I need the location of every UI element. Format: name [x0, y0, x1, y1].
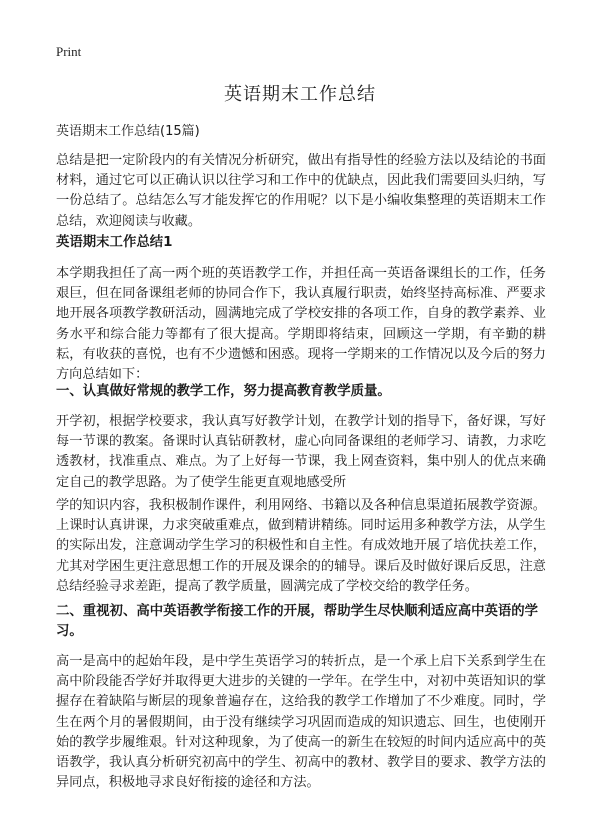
section1-paragraph-part1: 开学初，根据学校要求，我认真写好教学计划，在教学计划的指导下，备好课，写好每一节课的教案。备课时认真钻研教材，虚心向同备课组的老师学习、请教，力求吃透教材，找准重点、难点。为了上好每一节课，我上网查资料，集中别人的优点来确定自己的教学思路。为了使学生能更直观地感受所: [56, 414, 546, 490]
document-title: 英语期末工作总结: [224, 84, 376, 105]
print-link[interactable]: Print: [56, 44, 82, 59]
summary1-heading: 英语期末工作总结1: [56, 235, 173, 250]
section1-heading: 一、认真做好常规的教学工作，努力提高教育教学质量。: [56, 384, 391, 399]
document-subtitle: 英语期末工作总结(15篇): [56, 124, 200, 139]
section2-heading: 二、重视初、高中英语教学衔接工作的开展，帮助学生尽快顺利适应高中英语的学习。: [56, 604, 539, 639]
section1-paragraph-part2: 学的知识内容，我积极制作课件，利用网络、书籍以及各种信息渠道拓展教学资源。上课时认真讲课，力求突破重难点，做到精讲精练。同时运用多种教学方法，从学生的实际出发，注意调动学生学习的积极性和自主性。有成效地开展了培优扶差工作，尤其对学困生更注意思想工作的开展及课余的的辅导。课后及时做好课后反思，注意总结经验寻求差距，提高了教学质量，圆满完成了学校交给的教学任务。: [56, 498, 546, 594]
section2-paragraph: 高一是高中的起始年段，是中学生英语学习的转折点，是一个承上启下关系到学生在高中阶段能否学好并取得更大进步的关键的一学年。在学生中，对初中英语知识的掌握存在着缺陷与断层的现象普遍存在，这给我的教学工作增加了不少难度。同时，学生在两个月的暑假期间，由于没有继续学习巩固而造成的知识遗忘、回生，也使刚开始的教学步履维艰。针对这种现象，为了使高一的新生在较短的时间内适应高中的英语教学，我认真分析研究初高中的学生、初高中的教材、教学目的要求、教学方法的异同点，积极地寻求良好衔接的途径和方法。: [56, 654, 546, 791]
intro-paragraph: 总结是把一定阶段内的有关情况分析研究，做出有指导性的经验方法以及结论的书面材料，通过它可以正确认识以往学习和工作中的优缺点，因此我们需要回头归纳，写一份总结了。总结怎么写才能发挥它的作用呢？以下是小编收集整理的英语期末工作总结，欢迎阅读与收藏。: [56, 153, 546, 229]
summary1-paragraph: 本学期我担任了高一两个班的英语教学工作，并担任高一英语备课组长的工作，任务艰巨，但在同备课组老师的协同合作下，我认真履行职责，始终坚持高标准、严要求地开展各项教学教研活动，圆满地完成了学校安排的各项工作，自身的教学素养、业务水平和综合能力等都有了很大提高。学期即将结束，回顾这一学期，有辛勤的耕耘，有收获的喜悦，也有不少遗憾和困惑。现将一学期来的工作情况以及今后的努力方向总结如下：: [56, 266, 546, 383]
